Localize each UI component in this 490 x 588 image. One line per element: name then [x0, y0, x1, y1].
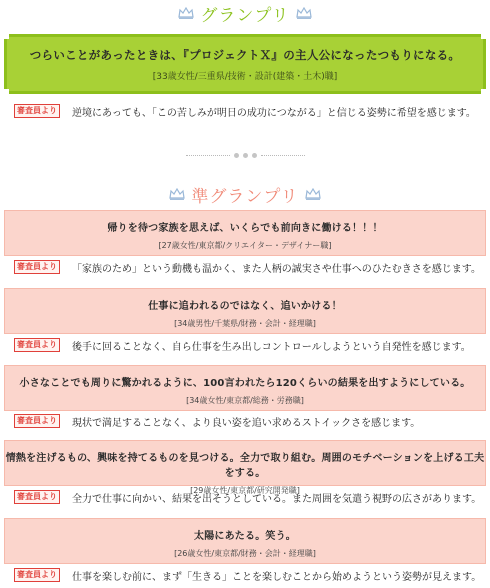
- grand-prix-entry: [4, 34, 486, 94]
- section-divider: [0, 153, 490, 158]
- semi-entry-1: [4, 210, 486, 256]
- semi-entry-3: [4, 365, 486, 411]
- entry-quote: 小さなことでも周りに驚かれるように、100言われたら120くらいの結果を出すようにしている。: [19, 378, 471, 389]
- semi-grand-prix-heading: [0, 181, 490, 207]
- judge-comment-row: [14, 413, 420, 429]
- grand-prix-title: グランプリ: [200, 5, 290, 26]
- entry-quote: 仕事に追われるのではなく、追いかける！: [148, 301, 342, 312]
- judge-comment-row: [14, 567, 481, 583]
- entry-author: [34歳男性/千葉県/財務・会計・経理職]: [174, 319, 316, 328]
- judge-comment: 現状で満足することなく、より良い姿を追い求めるストイックさを感じます。: [72, 417, 421, 429]
- crown-icon: [296, 7, 312, 19]
- semi-grand-prix-title: 準グランプリ: [191, 186, 299, 207]
- judge-comment: 仕事を楽しむ前に、まず「生きる」ことを楽しむことから始めようという姿勢が見えます。: [72, 571, 482, 583]
- judge-comment: 逆境にあっても、「この苦しみが明日の成功につながる」と信じる姿勢に希望を感じます。: [72, 107, 476, 119]
- judge-badge: 審査員より: [14, 260, 60, 274]
- judge-badge: 審査員より: [14, 104, 60, 118]
- judge-badge: 審査員より: [14, 490, 60, 504]
- judge-badge: 審査員より: [14, 338, 60, 352]
- entry-author: [27歳女性/東京都/クリエイター・デザイナー職]: [158, 241, 332, 250]
- entry-quote: つらいことがあったときは、『プロジェクトＸ』の主人公になったつもりになる。: [29, 48, 461, 62]
- judge-comment-row: [14, 103, 476, 119]
- entry-author: [29歳女性/東京都/研究開発職]: [190, 486, 300, 495]
- semi-entry-2: [4, 288, 486, 334]
- judge-badge: 審査員より: [14, 568, 60, 582]
- crown-icon: [305, 188, 321, 200]
- grand-prix-heading: [0, 0, 490, 26]
- judge-comment-row: [14, 259, 481, 275]
- entry-author: [34歳女性/東京都/総務・労務職]: [186, 396, 304, 405]
- judge-comment-row: [14, 337, 471, 353]
- entry-quote: 情熱を注げるもの、興味を持てるものを見つける。全力で取り組む。周囲のモチベーションを上げる工夫をする。: [5, 453, 485, 479]
- semi-entry-5: [4, 518, 486, 564]
- judge-badge: 審査員より: [14, 414, 60, 428]
- semi-entry-4: [4, 440, 486, 495]
- entry-author: [26歳女性/東京都/財務・会計・経理職]: [174, 549, 316, 558]
- entry-quote: 太陽にあたる。笑う。: [194, 531, 296, 542]
- judge-comment-row: [14, 489, 481, 505]
- crown-icon: [178, 7, 194, 19]
- judge-comment: 全力で仕事に向かい、結果を出そうとしている。また周囲を気遣う視野の広さがあります。: [72, 493, 482, 505]
- entry-quote: 帰りを待つ家族を思えば、いくらでも前向きに働ける！！！: [107, 223, 383, 234]
- entry-author: [33歳女性/三重県/技術・設計(建築・土木)職]: [152, 72, 338, 82]
- crown-icon: [169, 188, 185, 200]
- judge-comment: 後手に回ることなく、自ら仕事を生み出しコントロールしようという自発性を感じます。: [72, 341, 471, 353]
- judge-comment: 「家族のため」という動機も温かく、また人柄の誠実さや仕事へのひたむきさを感じます。: [72, 263, 481, 275]
